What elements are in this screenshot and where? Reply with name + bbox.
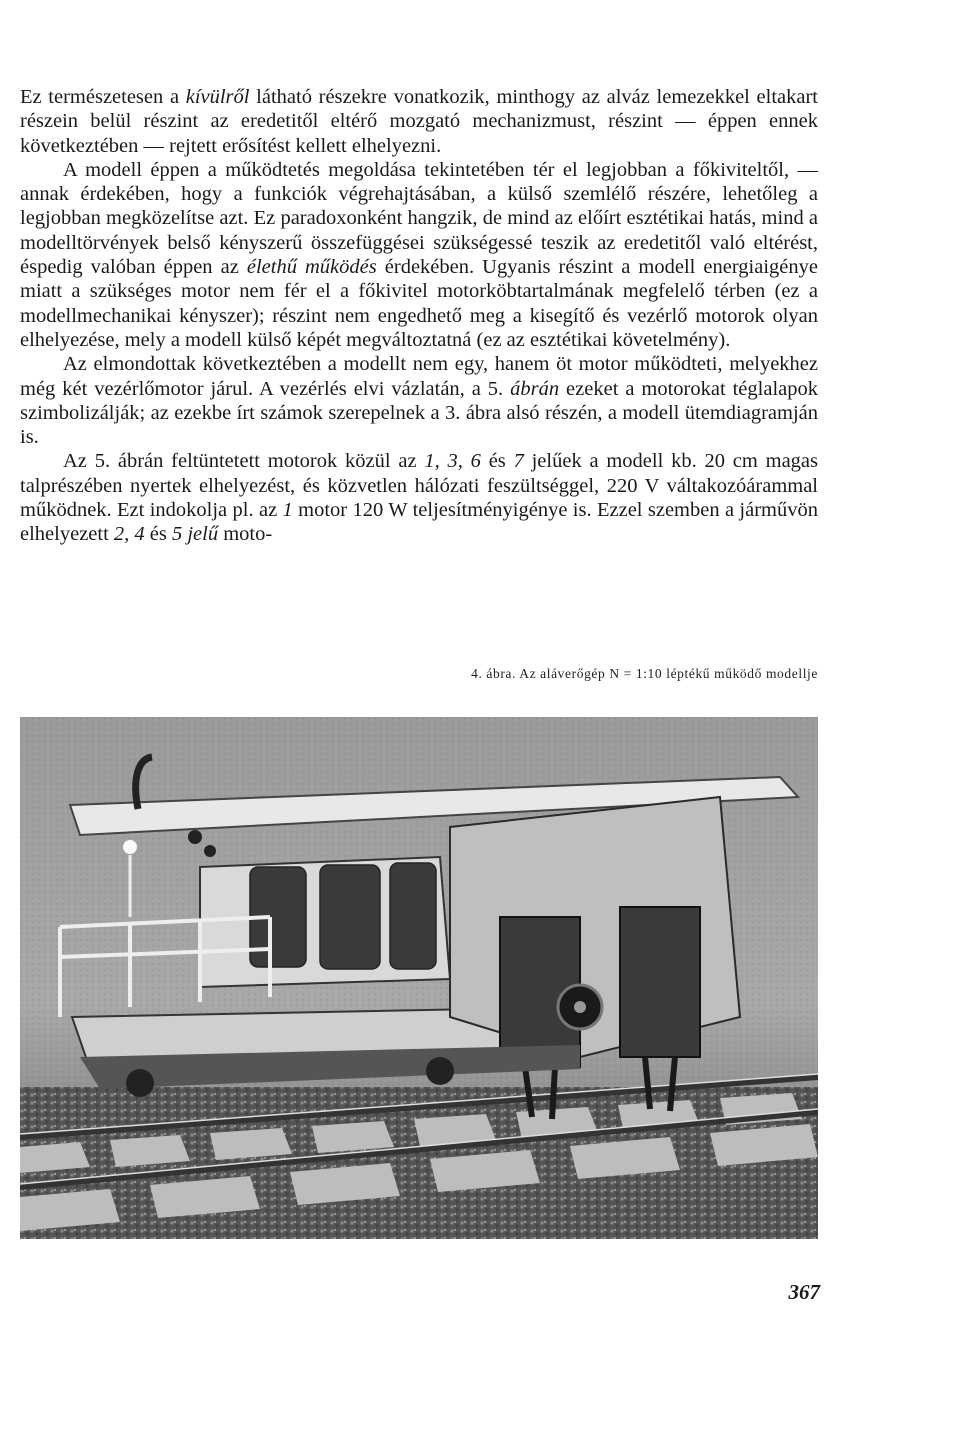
text-run: érdekében. Ugyanis részint a modell energiaigénye miatt a szükséges motor nem fér el a főkivitel motorköbtartalmának megfelelő térben (ez a modellmechanikai kényszer); részint nem engedhető meg a kisegítő és vezérlő motorok olyan elhelyezése, mely a modell külső képét megváltoztatná (ez az esztétikai követelmény). (20, 256, 818, 351)
italic-text: kívülről (185, 86, 250, 108)
paragraph (20, 158, 818, 352)
tamping-machine-photo (20, 717, 818, 1239)
italic-text: 2, 4 (113, 523, 145, 546)
italic-text: élethű működés (246, 256, 377, 279)
italic-text: 1 (282, 499, 293, 522)
text-run: Az 5. ábrán feltüntetett motorok közül az (63, 450, 425, 473)
italic-text: 7 (513, 450, 524, 473)
text-run: jelűek a modell kb. 20 cm magas talprészében nyertek elhelyezést, és közvetlen hálózati feszültséggel, 220 V váltakozóárammal működnek. Ezt indokolja pl. az (20, 450, 818, 522)
paragraph (20, 352, 818, 449)
paragraph (20, 449, 818, 546)
text-run: Ez természetesen a (20, 86, 186, 108)
paragraph (20, 85, 818, 158)
figure-caption: 4. ábra. Az aláverőgép N = 1:10 léptékű működő modellje (471, 666, 818, 681)
text-run: moto- (218, 523, 273, 546)
page-number: 367 (788, 1280, 820, 1304)
italic-text: 1, 3, 6 (424, 450, 481, 473)
cab-windows (250, 863, 436, 969)
italic-text: 5 jelű (171, 523, 219, 546)
text-run: és (144, 523, 172, 546)
text-run: ezeket a motorokat téglalapok szimbolizálják; az ezekbe írt számok szerepelnek a 3. ábra alsó részén, a modell ütemdiagramján is. (20, 377, 818, 449)
text-run: látható részekre vonatkozik, minthogy az alváz lemezekkel eltakart részein belül részint az eredetitől eltérő mozgató mechanizmust, részint — éppen ennek következtében — rejtett erősítést kellett elhelyezni. (20, 86, 818, 157)
italic-text: ábrán (510, 377, 560, 400)
text-run: és (480, 450, 514, 473)
body-text (20, 85, 818, 547)
tamping-unit-right (620, 907, 700, 1057)
text-run: Az elmondottak következtében a modellt nem egy, hanem öt motor működteti, melyekhez még két vezérlőmotor járul. A vezérlés elvi vázlatán, a 5. (20, 353, 818, 400)
figure-photo (20, 717, 818, 1239)
text-run: A modell éppen a működtetés megoldása tekintetében tér el legjobban a főkiviteltől, — annak érdekében, hogy a funkciók végrehajtásában, a külső szemlélő részére, lehetőleg a legjobban megközelítse azt. Ez paradoxonként hangzik, de mind az előírt esztétikai hatás, mind a modelltörvények belső kényszerű összefüggései szükségessé teszik az eredetitől való eltérést, éspedig valóban éppen az (20, 158, 818, 279)
text-run: motor 120 W teljesítményigénye is. Ezzel szemben a járművön elhelyezett (20, 499, 818, 546)
